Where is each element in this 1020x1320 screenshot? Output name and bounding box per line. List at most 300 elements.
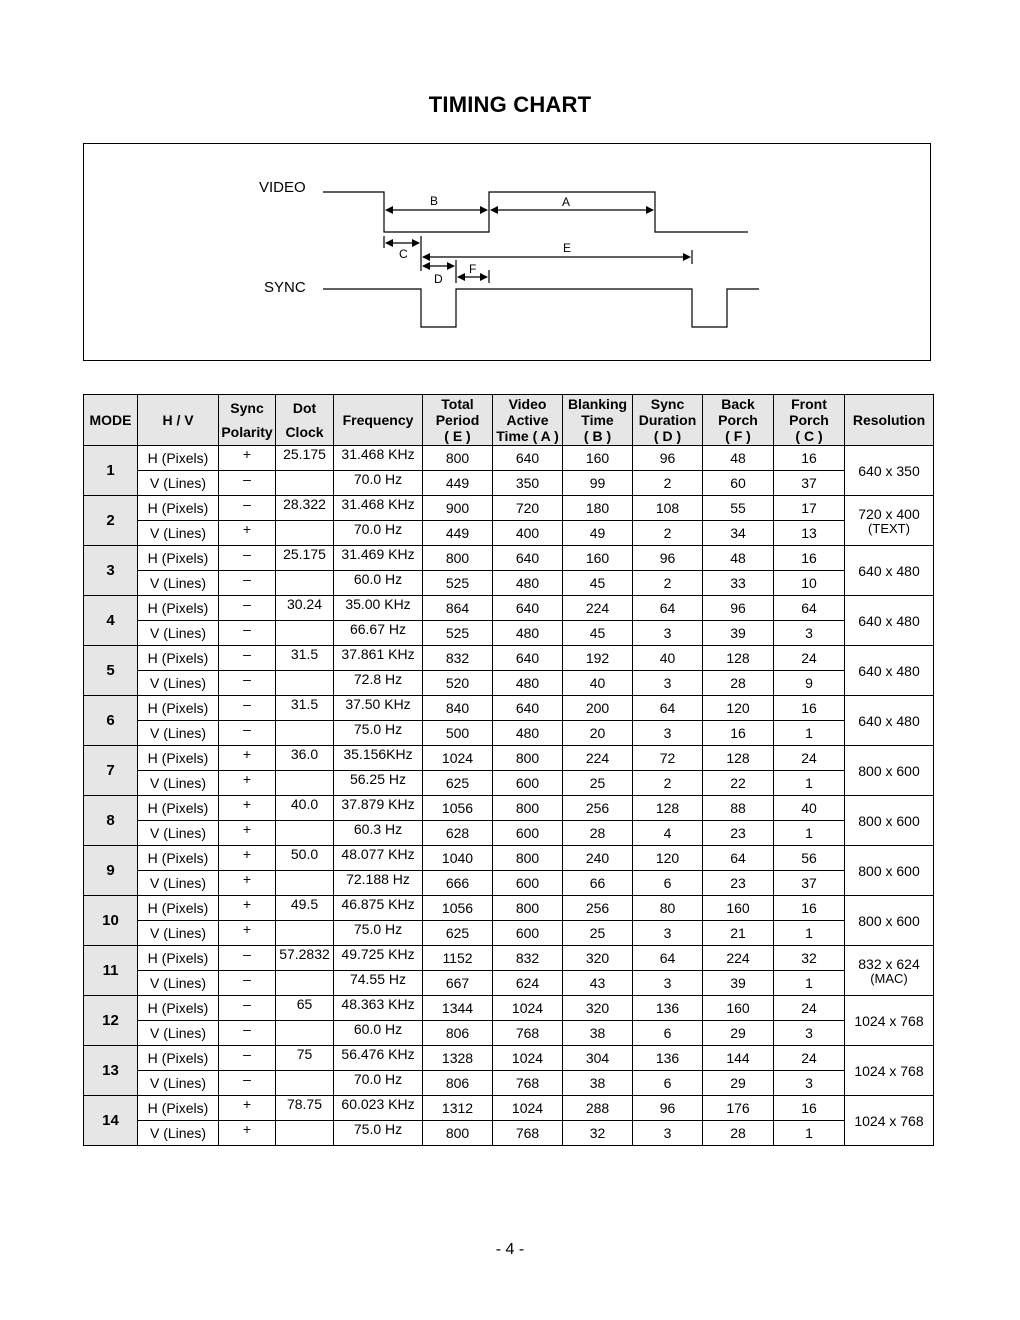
table-row — [84, 471, 934, 496]
value-cell-c: 24 — [774, 646, 845, 671]
value-cell-f: 29 — [703, 1021, 774, 1046]
dot-clock-cell: 65 — [276, 996, 334, 1021]
value-cell-e: 832 — [423, 646, 493, 671]
value-cell-c: 3 — [774, 1071, 845, 1096]
sync-polarity-cell: – — [219, 946, 276, 971]
value-cell-e: 864 — [423, 596, 493, 621]
value-cell-a: 600 — [493, 871, 563, 896]
table-row — [84, 1071, 934, 1096]
value-cell-c: 9 — [774, 671, 845, 696]
table-row — [84, 821, 934, 846]
value-cell-d: 64 — [633, 596, 703, 621]
value-cell-e: 625 — [423, 921, 493, 946]
sync-polarity-cell: + — [219, 896, 276, 921]
mode-number: 11 — [84, 946, 138, 996]
frequency-cell: 72.188 Hz — [334, 871, 423, 896]
frequency-cell: 35.00 KHz — [334, 596, 423, 621]
dot-clock-cell: 31.5 — [276, 646, 334, 671]
value-cell-b: 200 — [563, 696, 633, 721]
hv-label: H (Pixels) — [138, 496, 219, 521]
resolution-cell — [845, 746, 934, 796]
sync-polarity-cell: + — [219, 871, 276, 896]
value-cell-f: 23 — [703, 821, 774, 846]
frequency-cell: 49.725 KHz — [334, 946, 423, 971]
sync-polarity-cell: – — [219, 971, 276, 996]
table-row — [84, 996, 934, 1021]
dot-clock-cell-empty — [276, 471, 334, 496]
table-row — [84, 771, 934, 796]
value-cell-f: 48 — [703, 446, 774, 471]
timing-table — [83, 394, 934, 1146]
value-cell-d: 6 — [633, 1071, 703, 1096]
value-cell-e: 806 — [423, 1021, 493, 1046]
value-cell-c: 1 — [774, 721, 845, 746]
value-cell-d: 72 — [633, 746, 703, 771]
header-frequency: Frequency — [334, 395, 423, 446]
hv-label: H (Pixels) — [138, 646, 219, 671]
value-cell-a: 600 — [493, 921, 563, 946]
value-cell-f: 120 — [703, 696, 774, 721]
sync-polarity-cell: – — [219, 671, 276, 696]
value-cell-a: 720 — [493, 496, 563, 521]
value-cell-c: 1 — [774, 821, 845, 846]
value-cell-b: 256 — [563, 896, 633, 921]
table-row — [84, 496, 934, 521]
dot-clock-cell-empty — [276, 521, 334, 546]
value-cell-e: 449 — [423, 471, 493, 496]
value-cell-e: 449 — [423, 521, 493, 546]
frequency-cell: 70.0 Hz — [334, 521, 423, 546]
sync-polarity-cell: + — [219, 446, 276, 471]
hv-label: H (Pixels) — [138, 746, 219, 771]
value-cell-a: 640 — [493, 596, 563, 621]
header-sync-duration: Sync Duration ( D ) — [633, 395, 703, 446]
dot-clock-cell-empty — [276, 721, 334, 746]
value-cell-d: 136 — [633, 1046, 703, 1071]
resolution-value: 1024 x 768 — [854, 1012, 924, 1029]
sync-label: SYNC — [264, 279, 306, 296]
table-row — [84, 846, 934, 871]
mode-number: 1 — [84, 446, 138, 496]
value-cell-a: 640 — [493, 446, 563, 471]
hv-label: V (Lines) — [138, 471, 219, 496]
hv-label: H (Pixels) — [138, 846, 219, 871]
frequency-cell: 31.469 KHz — [334, 546, 423, 571]
resolution-note: (MAC) — [870, 970, 908, 986]
sync-polarity-cell: + — [219, 521, 276, 546]
value-cell-e: 666 — [423, 871, 493, 896]
frequency-cell: 35.156KHz — [334, 746, 423, 771]
value-cell-c: 24 — [774, 996, 845, 1021]
hv-label: V (Lines) — [138, 1021, 219, 1046]
value-cell-e: 800 — [423, 446, 493, 471]
value-cell-e: 525 — [423, 621, 493, 646]
value-cell-f: 160 — [703, 896, 774, 921]
frequency-cell: 75.0 Hz — [334, 1121, 423, 1146]
value-cell-c: 37 — [774, 871, 845, 896]
resolution-value: 832 x 624 — [858, 955, 920, 972]
resolution-value: 640 x 480 — [858, 562, 920, 579]
header-hv: H / V — [138, 395, 219, 446]
page-title: TIMING CHART — [428, 92, 592, 117]
value-cell-d: 3 — [633, 621, 703, 646]
value-cell-b: 20 — [563, 721, 633, 746]
dot-clock-cell-empty — [276, 871, 334, 896]
value-cell-f: 39 — [703, 971, 774, 996]
value-cell-b: 192 — [563, 646, 633, 671]
sync-polarity-cell: – — [219, 996, 276, 1021]
hv-label: V (Lines) — [138, 571, 219, 596]
value-cell-e: 628 — [423, 821, 493, 846]
hv-label: H (Pixels) — [138, 896, 219, 921]
sync-polarity-cell: – — [219, 1046, 276, 1071]
sync-polarity-cell: – — [219, 546, 276, 571]
value-cell-f: 16 — [703, 721, 774, 746]
marker-f: F — [469, 262, 477, 276]
header-mode: MODE — [84, 395, 138, 446]
value-cell-c: 3 — [774, 1021, 845, 1046]
frequency-cell: 72.8 Hz — [334, 671, 423, 696]
mode-number: 5 — [84, 646, 138, 696]
value-cell-a: 624 — [493, 971, 563, 996]
value-cell-c: 64 — [774, 596, 845, 621]
header-sync-polarity: Sync Polarity — [219, 395, 276, 446]
resolution-value: 640 x 480 — [858, 662, 920, 679]
value-cell-f: 160 — [703, 996, 774, 1021]
page-number: - 4 - — [495, 1241, 525, 1258]
value-cell-a: 1024 — [493, 1096, 563, 1121]
value-cell-c: 1 — [774, 971, 845, 996]
table-row — [84, 1021, 934, 1046]
value-cell-e: 800 — [423, 1121, 493, 1146]
sync-polarity-cell: + — [219, 921, 276, 946]
dot-clock-cell-empty — [276, 1021, 334, 1046]
dot-clock-cell: 78.75 — [276, 1096, 334, 1121]
frequency-cell: 75.0 Hz — [334, 921, 423, 946]
resolution-value: 640 x 480 — [858, 712, 920, 729]
value-cell-f: 55 — [703, 496, 774, 521]
hv-label: H (Pixels) — [138, 796, 219, 821]
resolution-value: 720 x 400 — [858, 505, 920, 522]
hv-label: V (Lines) — [138, 671, 219, 696]
value-cell-d: 64 — [633, 946, 703, 971]
value-cell-c: 32 — [774, 946, 845, 971]
frequency-cell: 74.55 Hz — [334, 971, 423, 996]
value-cell-e: 806 — [423, 1071, 493, 1096]
table-row — [84, 896, 934, 921]
value-cell-d: 120 — [633, 846, 703, 871]
header-video-active: Video Active Time ( A ) — [493, 395, 563, 446]
mode-number: 6 — [84, 696, 138, 746]
value-cell-d: 2 — [633, 471, 703, 496]
value-cell-a: 600 — [493, 771, 563, 796]
value-cell-b: 45 — [563, 571, 633, 596]
value-cell-d: 6 — [633, 871, 703, 896]
value-cell-e: 1056 — [423, 896, 493, 921]
sync-polarity-cell: – — [219, 721, 276, 746]
value-cell-f: 176 — [703, 1096, 774, 1121]
value-cell-c: 24 — [774, 1046, 845, 1071]
dot-clock-cell-empty — [276, 971, 334, 996]
frequency-cell: 70.0 Hz — [334, 471, 423, 496]
timing-waveform-svg — [84, 144, 932, 362]
frequency-cell: 46.875 KHz — [334, 896, 423, 921]
hv-label: H (Pixels) — [138, 1046, 219, 1071]
table-row — [84, 946, 934, 971]
frequency-cell: 56.476 KHz — [334, 1046, 423, 1071]
value-cell-a: 832 — [493, 946, 563, 971]
value-cell-c: 56 — [774, 846, 845, 871]
value-cell-b: 224 — [563, 746, 633, 771]
resolution-cell — [845, 1096, 934, 1146]
value-cell-e: 1312 — [423, 1096, 493, 1121]
table-row — [84, 796, 934, 821]
sync-polarity-cell: + — [219, 796, 276, 821]
value-cell-e: 525 — [423, 571, 493, 596]
hv-label: V (Lines) — [138, 971, 219, 996]
value-cell-d: 6 — [633, 1021, 703, 1046]
hv-label: V (Lines) — [138, 1121, 219, 1146]
table-row — [84, 721, 934, 746]
value-cell-b: 25 — [563, 921, 633, 946]
hv-label: H (Pixels) — [138, 1096, 219, 1121]
hv-label: H (Pixels) — [138, 446, 219, 471]
value-cell-c: 16 — [774, 446, 845, 471]
value-cell-f: 144 — [703, 1046, 774, 1071]
mode-number: 7 — [84, 746, 138, 796]
value-cell-f: 128 — [703, 646, 774, 671]
resolution-cell — [845, 946, 934, 996]
video-label: VIDEO — [259, 179, 306, 196]
value-cell-b: 38 — [563, 1021, 633, 1046]
sync-polarity-cell: – — [219, 496, 276, 521]
value-cell-e: 625 — [423, 771, 493, 796]
value-cell-a: 640 — [493, 696, 563, 721]
dot-clock-cell: 50.0 — [276, 846, 334, 871]
marker-a: A — [562, 195, 571, 209]
mode-number: 3 — [84, 546, 138, 596]
value-cell-c: 10 — [774, 571, 845, 596]
value-cell-f: 64 — [703, 846, 774, 871]
value-cell-a: 800 — [493, 896, 563, 921]
value-cell-a: 800 — [493, 746, 563, 771]
hv-label: V (Lines) — [138, 721, 219, 746]
hv-label: V (Lines) — [138, 821, 219, 846]
value-cell-f: 34 — [703, 521, 774, 546]
dot-clock-cell: 40.0 — [276, 796, 334, 821]
value-cell-a: 350 — [493, 471, 563, 496]
sync-polarity-cell: – — [219, 646, 276, 671]
dot-clock-cell: 75 — [276, 1046, 334, 1071]
resolution-cell — [845, 696, 934, 746]
value-cell-a: 480 — [493, 671, 563, 696]
frequency-cell: 60.3 Hz — [334, 821, 423, 846]
value-cell-a: 640 — [493, 546, 563, 571]
resolution-cell — [845, 496, 934, 546]
hv-label: V (Lines) — [138, 921, 219, 946]
value-cell-b: 288 — [563, 1096, 633, 1121]
value-cell-a: 768 — [493, 1071, 563, 1096]
value-cell-b: 40 — [563, 671, 633, 696]
dot-clock-cell: 36.0 — [276, 746, 334, 771]
header-total-period: Total Period ( E ) — [423, 395, 493, 446]
value-cell-a: 480 — [493, 621, 563, 646]
value-cell-b: 45 — [563, 621, 633, 646]
resolution-value: 800 x 600 — [858, 812, 920, 829]
value-cell-e: 1328 — [423, 1046, 493, 1071]
sync-polarity-cell: – — [219, 621, 276, 646]
marker-d: D — [434, 272, 443, 286]
value-cell-d: 3 — [633, 1121, 703, 1146]
resolution-cell — [845, 896, 934, 946]
hv-label: V (Lines) — [138, 621, 219, 646]
sync-polarity-cell: + — [219, 771, 276, 796]
table-row — [84, 696, 934, 721]
header-blanking-time: Blanking Time ( B ) — [563, 395, 633, 446]
value-cell-c: 40 — [774, 796, 845, 821]
table-row — [84, 1046, 934, 1071]
sync-polarity-cell: – — [219, 571, 276, 596]
frequency-cell: 60.0 Hz — [334, 1021, 423, 1046]
mode-number: 13 — [84, 1046, 138, 1096]
dot-clock-cell: 30.24 — [276, 596, 334, 621]
value-cell-e: 800 — [423, 546, 493, 571]
table-row — [84, 1096, 934, 1121]
resolution-cell — [845, 996, 934, 1046]
value-cell-f: 128 — [703, 746, 774, 771]
resolution-cell — [845, 446, 934, 496]
table-row — [84, 671, 934, 696]
table-row — [84, 971, 934, 996]
value-cell-c: 16 — [774, 1096, 845, 1121]
frequency-cell: 31.468 KHz — [334, 446, 423, 471]
value-cell-d: 108 — [633, 496, 703, 521]
dot-clock-cell: 25.175 — [276, 446, 334, 471]
frequency-cell: 70.0 Hz — [334, 1071, 423, 1096]
value-cell-e: 667 — [423, 971, 493, 996]
value-cell-b: 32 — [563, 1121, 633, 1146]
frequency-cell: 66.67 Hz — [334, 621, 423, 646]
resolution-cell — [845, 596, 934, 646]
table-row — [84, 521, 934, 546]
resolution-cell — [845, 1046, 934, 1096]
frequency-cell: 37.879 KHz — [334, 796, 423, 821]
value-cell-a: 480 — [493, 571, 563, 596]
hv-label: V (Lines) — [138, 871, 219, 896]
marker-b: B — [430, 194, 439, 208]
marker-c: C — [399, 247, 408, 261]
value-cell-b: 160 — [563, 446, 633, 471]
value-cell-c: 17 — [774, 496, 845, 521]
sync-waveform — [323, 289, 759, 327]
hv-label: H (Pixels) — [138, 596, 219, 621]
mode-number: 12 — [84, 996, 138, 1046]
value-cell-e: 1344 — [423, 996, 493, 1021]
value-cell-d: 2 — [633, 571, 703, 596]
dot-clock-cell-empty — [276, 671, 334, 696]
dot-clock-cell: 49.5 — [276, 896, 334, 921]
resolution-value: 640 x 350 — [858, 462, 920, 479]
value-cell-f: 28 — [703, 1121, 774, 1146]
value-cell-c: 1 — [774, 1121, 845, 1146]
hv-label: H (Pixels) — [138, 946, 219, 971]
sync-polarity-cell: – — [219, 696, 276, 721]
sync-polarity-cell: – — [219, 596, 276, 621]
value-cell-e: 500 — [423, 721, 493, 746]
resolution-cell — [845, 796, 934, 846]
value-cell-c: 16 — [774, 896, 845, 921]
dot-clock-cell-empty — [276, 771, 334, 796]
frequency-cell: 31.468 KHz — [334, 496, 423, 521]
value-cell-b: 304 — [563, 1046, 633, 1071]
value-cell-a: 800 — [493, 796, 563, 821]
value-cell-b: 43 — [563, 971, 633, 996]
mode-number: 8 — [84, 796, 138, 846]
value-cell-b: 49 — [563, 521, 633, 546]
resolution-value: 800 x 600 — [858, 912, 920, 929]
value-cell-d: 96 — [633, 546, 703, 571]
value-cell-d: 64 — [633, 696, 703, 721]
dot-clock-cell: 31.5 — [276, 696, 334, 721]
value-cell-d: 96 — [633, 446, 703, 471]
dot-clock-cell-empty — [276, 1121, 334, 1146]
resolution-value: 640 x 480 — [858, 612, 920, 629]
value-cell-d: 4 — [633, 821, 703, 846]
value-cell-a: 1024 — [493, 996, 563, 1021]
table-row — [84, 921, 934, 946]
value-cell-b: 38 — [563, 1071, 633, 1096]
header-back-porch: Back Porch ( F ) — [703, 395, 774, 446]
video-waveform — [323, 192, 748, 232]
value-cell-a: 768 — [493, 1121, 563, 1146]
value-cell-c: 16 — [774, 696, 845, 721]
value-cell-c: 13 — [774, 521, 845, 546]
sync-polarity-cell: + — [219, 746, 276, 771]
resolution-cell — [845, 846, 934, 896]
value-cell-a: 480 — [493, 721, 563, 746]
header-dot-clock: Dot Clock — [276, 395, 334, 446]
value-cell-c: 1 — [774, 771, 845, 796]
value-cell-b: 99 — [563, 471, 633, 496]
value-cell-a: 768 — [493, 1021, 563, 1046]
marker-e: E — [563, 241, 572, 255]
value-cell-b: 66 — [563, 871, 633, 896]
mode-number: 14 — [84, 1096, 138, 1146]
table-row — [84, 1121, 934, 1146]
resolution-value: 1024 x 768 — [854, 1062, 924, 1079]
sync-polarity-cell: + — [219, 846, 276, 871]
frequency-cell: 37.50 KHz — [334, 696, 423, 721]
table-row — [84, 446, 934, 471]
table-header-row — [84, 395, 934, 446]
value-cell-c: 16 — [774, 546, 845, 571]
sync-polarity-cell: + — [219, 1096, 276, 1121]
frequency-cell: 56.25 Hz — [334, 771, 423, 796]
frequency-cell: 60.0 Hz — [334, 571, 423, 596]
value-cell-b: 240 — [563, 846, 633, 871]
value-cell-e: 1024 — [423, 746, 493, 771]
value-cell-f: 33 — [703, 571, 774, 596]
frequency-cell: 48.363 KHz — [334, 996, 423, 1021]
value-cell-d: 3 — [633, 971, 703, 996]
mode-number: 10 — [84, 896, 138, 946]
value-cell-a: 600 — [493, 821, 563, 846]
value-cell-a: 400 — [493, 521, 563, 546]
value-cell-f: 60 — [703, 471, 774, 496]
dot-clock-cell-empty — [276, 821, 334, 846]
mode-number: 2 — [84, 496, 138, 546]
value-cell-f: 96 — [703, 596, 774, 621]
